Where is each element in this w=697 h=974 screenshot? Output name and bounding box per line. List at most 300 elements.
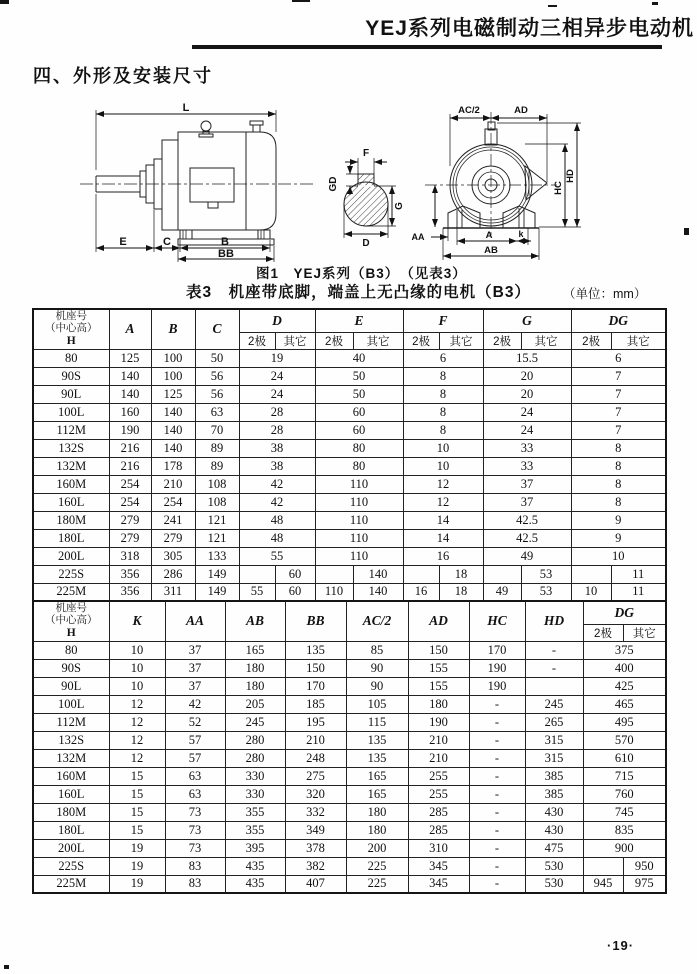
subcol-other: 其它 [521, 332, 571, 349]
value-cell: 395 [225, 839, 285, 857]
value-cell: 15 [109, 767, 165, 785]
dim-label-aa: AA [411, 232, 425, 242]
value-cell: 50 [195, 349, 239, 367]
value-cell: 180 [225, 659, 285, 677]
scan-artifact [684, 228, 689, 235]
value-cell: 10 [571, 547, 666, 565]
value-cell: 56 [195, 385, 239, 403]
value-cell: 165 [346, 785, 408, 803]
value-cell: 63 [165, 785, 225, 803]
frame-size-cell: 180L [33, 529, 109, 547]
value-cell: 435 [225, 857, 285, 875]
col-header-ab: AB [225, 601, 285, 641]
value-cell: 345 [408, 857, 469, 875]
value-cell: 195 [285, 713, 346, 731]
value-cell: 279 [151, 529, 195, 547]
frame-size-cell: 225M [33, 875, 109, 893]
value-cell: 33 [483, 457, 571, 475]
value-cell: - [469, 803, 525, 821]
value-cell: 20 [483, 385, 571, 403]
value-cell: 280 [225, 749, 285, 767]
frame-size-cell: 200L [33, 839, 109, 857]
page-number: ·19· [607, 938, 635, 953]
col-header-frame [33, 601, 109, 641]
value-cell: 48 [239, 511, 315, 529]
value-cell: 382 [285, 857, 346, 875]
value-cell: 110 [315, 547, 403, 565]
value-cell: 16 [403, 547, 483, 565]
col-header-frame [33, 309, 109, 349]
value-cell: 121 [195, 529, 239, 547]
value-cell: 180 [408, 695, 469, 713]
value-cell: 305 [151, 547, 195, 565]
value-cell: 279 [109, 529, 151, 547]
value-cell: 190 [408, 713, 469, 731]
section-title: 四、外形及安装尺寸 [33, 66, 213, 86]
frame-size-cell: 180M [33, 511, 109, 529]
frame-size-cell: 80 [33, 349, 109, 367]
dim-label-ab: AB [484, 245, 498, 256]
value-cell: 385 [525, 785, 583, 803]
header-rule [192, 45, 662, 49]
value-cell: 19 [109, 875, 165, 893]
frame-header-line2: （中心高） [45, 614, 98, 627]
value-cell: 42 [165, 695, 225, 713]
value-cell: 90 [346, 659, 408, 677]
value-cell: 155 [408, 677, 469, 695]
value-cell: 286 [151, 565, 195, 583]
value-cell: 11 [611, 583, 666, 601]
value-cell: 10 [109, 677, 165, 695]
value-cell: 375 [583, 641, 666, 659]
value-cell: 108 [195, 493, 239, 511]
value-cell: 12 [109, 749, 165, 767]
frame-size-cell: 160M [33, 767, 109, 785]
value-cell: 180 [225, 677, 285, 695]
figure-side-view [78, 100, 318, 266]
value-cell: 255 [408, 767, 469, 785]
value-cell: 89 [195, 457, 239, 475]
value-cell: 121 [195, 511, 239, 529]
table-row [33, 511, 666, 529]
value-cell: 407 [285, 875, 346, 893]
value-cell: 40 [315, 349, 403, 367]
value-cell: 8 [403, 385, 483, 403]
value-cell: 16 [403, 583, 439, 601]
table-row [33, 475, 666, 493]
value-cell: 330 [225, 767, 285, 785]
value-cell: 330 [225, 785, 285, 803]
value-cell: 245 [225, 713, 285, 731]
col-header-a: A [109, 309, 151, 349]
value-cell: 7 [571, 385, 666, 403]
value-cell: 225 [346, 857, 408, 875]
value-cell: 18 [439, 565, 483, 583]
value-cell: - [469, 713, 525, 731]
col-header-e: E [315, 309, 403, 332]
figure-caption: 图1 YEJ系列（B3） （见表3） [256, 266, 467, 281]
value-cell: 50 [315, 367, 403, 385]
value-cell: 385 [525, 767, 583, 785]
value-cell [525, 677, 583, 695]
value-cell: 190 [109, 421, 151, 439]
dim-label-f: F [362, 148, 370, 159]
value-cell: 8 [571, 493, 666, 511]
frame-size-cell: 180M [33, 803, 109, 821]
subcol-other: 其它 [275, 332, 315, 349]
dimension-table-2 [32, 600, 667, 894]
value-cell: 715 [583, 767, 666, 785]
table-row [33, 349, 666, 367]
value-cell: 12 [403, 475, 483, 493]
subcol-2pole: 2极 [239, 332, 275, 349]
value-cell: 225 [346, 875, 408, 893]
value-cell: 140 [109, 385, 151, 403]
value-cell: 60 [315, 403, 403, 421]
value-cell: 80 [315, 439, 403, 457]
table-row [33, 583, 666, 601]
value-cell: 60 [315, 421, 403, 439]
value-cell: 12 [109, 713, 165, 731]
value-cell: 28 [239, 421, 315, 439]
frame-size-cell: 132M [33, 749, 109, 767]
value-cell: - [469, 731, 525, 749]
frame-size-cell: 90L [33, 677, 109, 695]
value-cell: 9 [571, 511, 666, 529]
value-cell: 89 [195, 439, 239, 457]
value-cell [315, 565, 353, 583]
value-cell: 170 [285, 677, 346, 695]
value-cell: 38 [239, 439, 315, 457]
frame-size-cell: 160L [33, 785, 109, 803]
value-cell: 48 [239, 529, 315, 547]
value-cell: 254 [151, 493, 195, 511]
table-row [33, 457, 666, 475]
doc-header-title: YEJ系列电磁制动三相异步电动机 [365, 17, 694, 40]
value-cell: 320 [285, 785, 346, 803]
value-cell: 345 [408, 875, 469, 893]
value-cell: 60 [275, 583, 315, 601]
value-cell: 24 [483, 403, 571, 421]
dim-label-k: k [518, 229, 524, 239]
value-cell: 53 [521, 565, 571, 583]
dim-label-gd: GD [328, 176, 339, 192]
value-cell: 311 [151, 583, 195, 601]
value-cell: 190 [469, 677, 525, 695]
value-cell: 210 [408, 749, 469, 767]
value-cell: - [525, 659, 583, 677]
frame-header-line1: 机座号 [55, 310, 87, 323]
dim-label-hc: HC [553, 181, 564, 195]
subcol-2pole: 2极 [583, 624, 623, 641]
value-cell: 140 [151, 421, 195, 439]
value-cell: 185 [285, 695, 346, 713]
value-cell: 6 [403, 349, 483, 367]
value-cell: 60 [275, 565, 315, 583]
value-cell: 530 [525, 857, 583, 875]
value-cell: - [525, 641, 583, 659]
value-cell: 42 [239, 475, 315, 493]
value-cell: 110 [315, 475, 403, 493]
subcol-2pole: 2极 [483, 332, 521, 349]
value-cell: 275 [285, 767, 346, 785]
value-cell: 950 [623, 857, 666, 875]
value-cell: 12 [109, 731, 165, 749]
value-cell: 475 [525, 839, 583, 857]
value-cell: 42.5 [483, 511, 571, 529]
value-cell: 465 [583, 695, 666, 713]
value-cell: 15 [109, 803, 165, 821]
value-cell: 178 [151, 457, 195, 475]
value-cell: 7 [571, 421, 666, 439]
header-row [33, 309, 666, 332]
frame-size-cell: 160M [33, 475, 109, 493]
col-header-ad: AD [408, 601, 469, 641]
value-cell: 975 [623, 875, 666, 893]
value-cell: - [469, 839, 525, 857]
subcol-other: 其它 [439, 332, 483, 349]
subcol-2pole: 2极 [571, 332, 611, 349]
value-cell [239, 565, 275, 583]
frame-size-cell: 100L [33, 403, 109, 421]
value-cell: 254 [109, 475, 151, 493]
table-row [33, 547, 666, 565]
subcol-2pole: 2极 [315, 332, 353, 349]
value-cell: 285 [408, 803, 469, 821]
frame-header-line3: H [66, 626, 76, 639]
table-row [33, 677, 666, 695]
value-cell: 165 [225, 641, 285, 659]
value-cell: 245 [525, 695, 583, 713]
value-cell: 37 [165, 641, 225, 659]
scan-artifact [4, 965, 9, 969]
col-header-ac2: AC/2 [346, 601, 408, 641]
table-row [33, 385, 666, 403]
value-cell: 52 [165, 713, 225, 731]
value-cell: 280 [225, 731, 285, 749]
value-cell: 8 [403, 367, 483, 385]
value-cell: 108 [195, 475, 239, 493]
frame-size-cell: 132S [33, 439, 109, 457]
dim-label-hd: HD [565, 169, 576, 183]
value-cell: 745 [583, 803, 666, 821]
col-header-f: F [403, 309, 483, 332]
value-cell: 15 [109, 821, 165, 839]
table-row [33, 641, 666, 659]
col-header-k: K [109, 601, 165, 641]
value-cell: 55 [239, 547, 315, 565]
figure-front-view [405, 96, 605, 272]
value-cell: 241 [151, 511, 195, 529]
figure-shaft-section [328, 146, 406, 248]
value-cell: 125 [151, 385, 195, 403]
table-row [33, 767, 666, 785]
value-cell: 216 [109, 439, 151, 457]
dim-label-l: L [182, 102, 190, 114]
dim-label-b: B [221, 236, 229, 248]
frame-header-line3: H [66, 334, 76, 347]
value-cell: 140 [353, 583, 403, 601]
value-cell: 19 [109, 857, 165, 875]
value-cell: 248 [285, 749, 346, 767]
col-header-bb: BB [285, 601, 346, 641]
frame-size-cell: 225S [33, 857, 109, 875]
value-cell: 155 [408, 659, 469, 677]
table-row [33, 839, 666, 857]
value-cell: 15.5 [483, 349, 571, 367]
frame-size-cell: 112M [33, 713, 109, 731]
table-row [33, 659, 666, 677]
value-cell [571, 565, 611, 583]
value-cell: 210 [408, 731, 469, 749]
table-row [33, 713, 666, 731]
value-cell: 37 [165, 677, 225, 695]
value-cell: 150 [285, 659, 346, 677]
value-cell: 332 [285, 803, 346, 821]
value-cell: 115 [346, 713, 408, 731]
table-row [33, 421, 666, 439]
value-cell: 70 [195, 421, 239, 439]
value-cell: 28 [239, 403, 315, 421]
table-row [33, 857, 666, 875]
dim-label-d: D [362, 238, 370, 249]
col-header-aa: AA [165, 601, 225, 641]
value-cell: 90 [346, 677, 408, 695]
value-cell: 135 [346, 749, 408, 767]
dimension-table-1 [32, 308, 667, 602]
dim-label-e: E [119, 236, 127, 248]
value-cell: 255 [408, 785, 469, 803]
value-cell: - [469, 785, 525, 803]
value-cell: 210 [151, 475, 195, 493]
value-cell: 10 [403, 439, 483, 457]
value-cell [583, 857, 623, 875]
value-cell: 430 [525, 821, 583, 839]
value-cell: 160 [109, 403, 151, 421]
value-cell [403, 565, 439, 583]
value-cell: 38 [239, 457, 315, 475]
frame-size-cell: 90S [33, 367, 109, 385]
table-row [33, 821, 666, 839]
value-cell: 570 [583, 731, 666, 749]
value-cell [483, 565, 521, 583]
value-cell: 56 [195, 367, 239, 385]
value-cell: 49 [483, 583, 521, 601]
frame-size-cell: 90L [33, 385, 109, 403]
value-cell: 610 [583, 749, 666, 767]
header-row [33, 601, 666, 624]
value-cell: 900 [583, 839, 666, 857]
value-cell: 190 [469, 659, 525, 677]
value-cell: 37 [165, 659, 225, 677]
value-cell: 10 [571, 583, 611, 601]
value-cell: 200 [346, 839, 408, 857]
value-cell: 110 [315, 493, 403, 511]
value-cell: 760 [583, 785, 666, 803]
value-cell: 24 [483, 421, 571, 439]
value-cell: 315 [525, 731, 583, 749]
table-row [33, 439, 666, 457]
value-cell: 24 [239, 385, 315, 403]
dimension-tables [32, 308, 666, 894]
value-cell: 85 [346, 641, 408, 659]
col-header-dg: DG [571, 309, 666, 332]
table-row [33, 803, 666, 821]
table-row [33, 529, 666, 547]
frame-size-cell: 132M [33, 457, 109, 475]
dim-label-ac2: AC/2 [458, 105, 480, 116]
value-cell: 205 [225, 695, 285, 713]
dim-label-g: G [394, 202, 405, 210]
value-cell: 945 [583, 875, 623, 893]
frame-header-line2: （中心高） [45, 322, 98, 335]
value-cell: 133 [195, 547, 239, 565]
table-row [33, 785, 666, 803]
table-row [33, 565, 666, 583]
value-cell: 140 [151, 403, 195, 421]
value-cell: 355 [225, 821, 285, 839]
value-cell: 8 [571, 439, 666, 457]
value-cell: 57 [165, 749, 225, 767]
scan-artifact [292, 0, 310, 2]
value-cell: 8 [571, 475, 666, 493]
scan-artifact [0, 0, 9, 4]
value-cell: 180 [346, 803, 408, 821]
dim-label-c: C [163, 236, 171, 248]
frame-size-cell: 225M [33, 583, 109, 601]
table-row [33, 493, 666, 511]
value-cell: 7 [571, 367, 666, 385]
value-cell: 83 [165, 857, 225, 875]
value-cell: 20 [483, 367, 571, 385]
value-cell: 110 [315, 583, 353, 601]
value-cell: 265 [525, 713, 583, 731]
value-cell: 430 [525, 803, 583, 821]
table-row [33, 403, 666, 421]
value-cell: 15 [109, 785, 165, 803]
unit-note: （单位：mm） [563, 287, 647, 301]
value-cell: 318 [109, 547, 151, 565]
table-row [33, 749, 666, 767]
value-cell: 83 [165, 875, 225, 893]
col-header-b: B [151, 309, 195, 349]
frame-size-cell: 160L [33, 493, 109, 511]
value-cell: 165 [346, 767, 408, 785]
value-cell: 8 [403, 403, 483, 421]
value-cell: 6 [571, 349, 666, 367]
value-cell: 110 [315, 529, 403, 547]
value-cell: 285 [408, 821, 469, 839]
value-cell: 37 [483, 493, 571, 511]
value-cell: 315 [525, 749, 583, 767]
frame-size-cell: 100L [33, 695, 109, 713]
value-cell: 149 [195, 565, 239, 583]
frame-size-cell: 180L [33, 821, 109, 839]
value-cell: 355 [225, 803, 285, 821]
value-cell: 19 [109, 839, 165, 857]
value-cell: 10 [403, 457, 483, 475]
value-cell: 149 [195, 583, 239, 601]
value-cell: - [469, 767, 525, 785]
frame-size-cell: 80 [33, 641, 109, 659]
value-cell: 19 [239, 349, 315, 367]
value-cell: 530 [525, 875, 583, 893]
col-header-c: C [195, 309, 239, 349]
value-cell: 14 [403, 511, 483, 529]
value-cell: 356 [109, 583, 151, 601]
frame-size-cell: 132S [33, 731, 109, 749]
value-cell: 37 [483, 475, 571, 493]
